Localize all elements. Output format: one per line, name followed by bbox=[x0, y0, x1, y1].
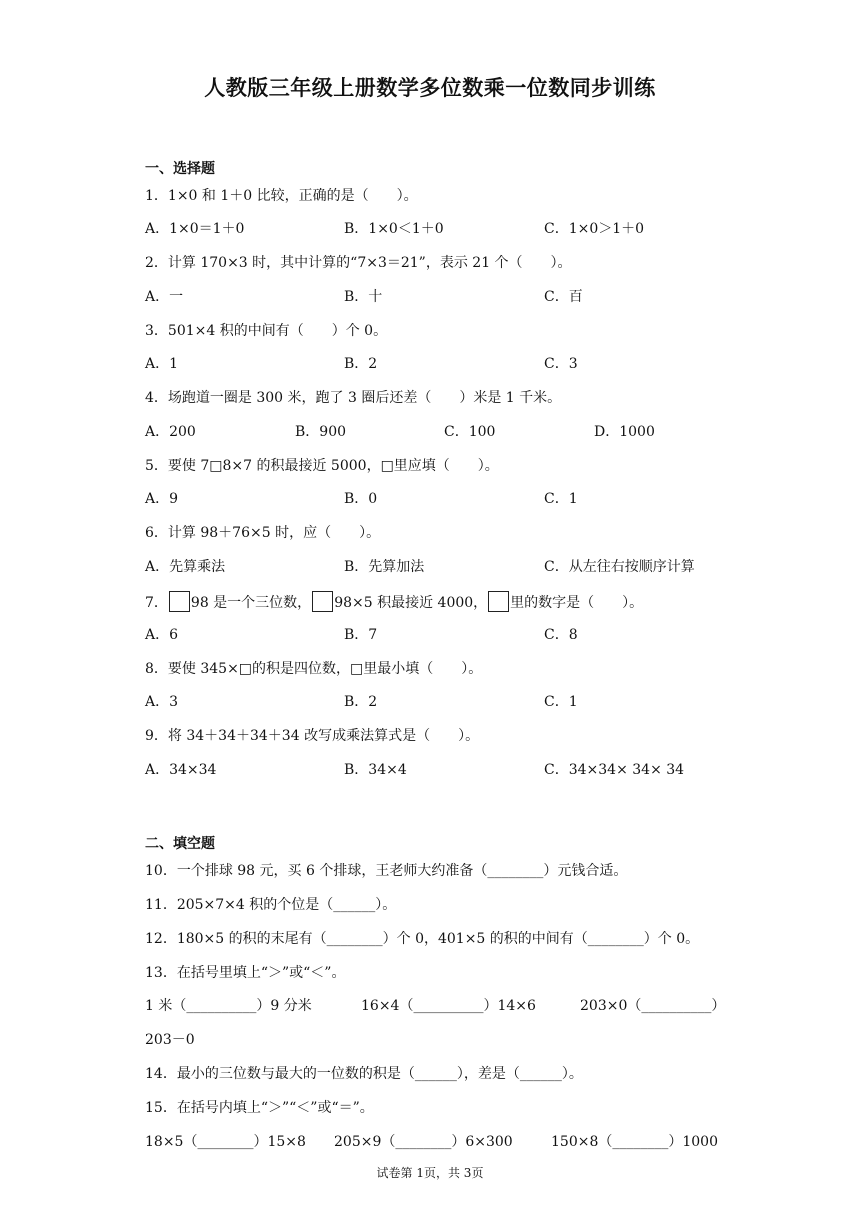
question-15-stem: 15．在括号内填上“＞”“＜”或“＝”。 bbox=[145, 1100, 374, 1116]
question-6-option-b: B．先算加法 bbox=[344, 559, 425, 575]
question-2-option-b: B．十 bbox=[344, 289, 383, 305]
section-heading-choice: 一、选择题 bbox=[145, 161, 215, 177]
question-1-option-a: A．1×0＝1＋0 bbox=[145, 221, 245, 237]
question-6-option-a: A．先算乘法 bbox=[145, 559, 226, 575]
page-footer: 试卷第 1页，共 3页 bbox=[376, 1166, 484, 1180]
question-12: 12．180×5 的积的末尾有（________）个 0，401×5 的积的中间有（________）个 0。 bbox=[145, 931, 700, 947]
question-13-item-2: 16×4（__________）14×6 bbox=[361, 998, 536, 1014]
question-9-option-c: C．34×34× 34× 34 bbox=[544, 762, 685, 778]
question-15-item-3: 150×8（________）1000 bbox=[551, 1134, 718, 1150]
question-7-text-1: 98 是一个三位数， bbox=[190, 595, 312, 611]
question-7-option-a: A．6 bbox=[145, 627, 179, 643]
question-7-number: 7． bbox=[145, 595, 168, 611]
question-13-item-3: 203×0（__________） bbox=[580, 998, 726, 1014]
question-8-option-c: C．1 bbox=[544, 694, 578, 710]
question-7-text-2: 98×5 积最接近 4000， bbox=[334, 595, 488, 611]
answer-box bbox=[312, 591, 333, 612]
question-4-option-b: B．900 bbox=[295, 424, 347, 440]
question-6-option-c: C．从左往右按顺序计算 bbox=[544, 559, 695, 575]
question-13-item-1: 1 米（__________）9 分米 bbox=[145, 998, 312, 1014]
question-1-stem: 1．1×0 和 1＋0 比较，正确的是（ ）。 bbox=[145, 188, 418, 204]
question-11: 11．205×7×4 积的个位是（______）。 bbox=[145, 897, 397, 913]
question-3-option-a: A．1 bbox=[145, 356, 179, 372]
question-7-stem bbox=[145, 591, 643, 613]
question-13-stem: 13．在括号里填上“＞”或“＜”。 bbox=[145, 965, 346, 981]
answer-box bbox=[488, 591, 509, 612]
question-8-option-b: B．2 bbox=[344, 694, 378, 710]
question-2-option-a: A．一 bbox=[145, 289, 184, 305]
question-7-option-c: C．8 bbox=[544, 627, 578, 643]
question-5-option-c: C．1 bbox=[544, 491, 578, 507]
question-4-option-c: C．100 bbox=[444, 424, 496, 440]
answer-box bbox=[169, 591, 190, 612]
question-10: 10．一个排球 98 元，买 6 个排球，王老师大约准备（________）元钱合适。 bbox=[145, 863, 628, 879]
question-5-option-b: B．0 bbox=[344, 491, 378, 507]
question-8-stem: 8．要使 345×□的积是四位数，□里最小填（ ）。 bbox=[145, 661, 483, 677]
question-1-option-c: C．1×0＞1＋0 bbox=[544, 221, 645, 237]
question-3-option-c: C．3 bbox=[544, 356, 578, 372]
question-7-option-b: B．7 bbox=[344, 627, 378, 643]
question-2-option-c: C．百 bbox=[544, 289, 583, 305]
question-4-option-d: D．1000 bbox=[594, 424, 655, 440]
question-9-stem: 9．将 34＋34＋34＋34 改写成乘法算式是（ ）。 bbox=[145, 728, 480, 744]
question-4-stem: 4．场跑道一圈是 300 米，跑了 3 圈后还差（ ）米是 1 千米。 bbox=[145, 390, 562, 406]
question-3-stem: 3．501×4 积的中间有（ ）个 0。 bbox=[145, 323, 388, 339]
question-6-stem: 6．计算 98＋76×5 时，应（ ）。 bbox=[145, 525, 381, 541]
question-1-option-b: B．1×0＜1＋0 bbox=[344, 221, 444, 237]
question-7-text-3: 里的数字是（ ）。 bbox=[510, 595, 644, 611]
page-title: 人教版三年级上册数学多位数乘一位数同步训练 bbox=[204, 76, 656, 100]
question-8-option-a: A．3 bbox=[145, 694, 179, 710]
question-3-option-b: B．2 bbox=[344, 356, 378, 372]
question-5-option-a: A．9 bbox=[145, 491, 179, 507]
question-15-item-2: 205×9（________）6×300 bbox=[334, 1134, 513, 1150]
question-4-option-a: A．200 bbox=[145, 424, 196, 440]
question-2-stem: 2．计算 170×3 时，其中计算的“7×3＝21”，表示 21 个（ ）。 bbox=[145, 255, 572, 271]
question-13-item-3-continued: 203－0 bbox=[145, 1032, 195, 1048]
question-9-option-a: A．34×34 bbox=[145, 762, 217, 778]
question-14: 14．最小的三位数与最大的一位数的积是（______），差是（______）。 bbox=[145, 1066, 583, 1082]
question-9-option-b: B．34×4 bbox=[344, 762, 407, 778]
section-heading-fill: 二、填空题 bbox=[145, 836, 215, 852]
question-15-item-1: 18×5（________）15×8 bbox=[145, 1134, 306, 1150]
question-5-stem: 5．要使 7□8×7 的积最接近 5000，□里应填（ ）。 bbox=[145, 458, 499, 474]
